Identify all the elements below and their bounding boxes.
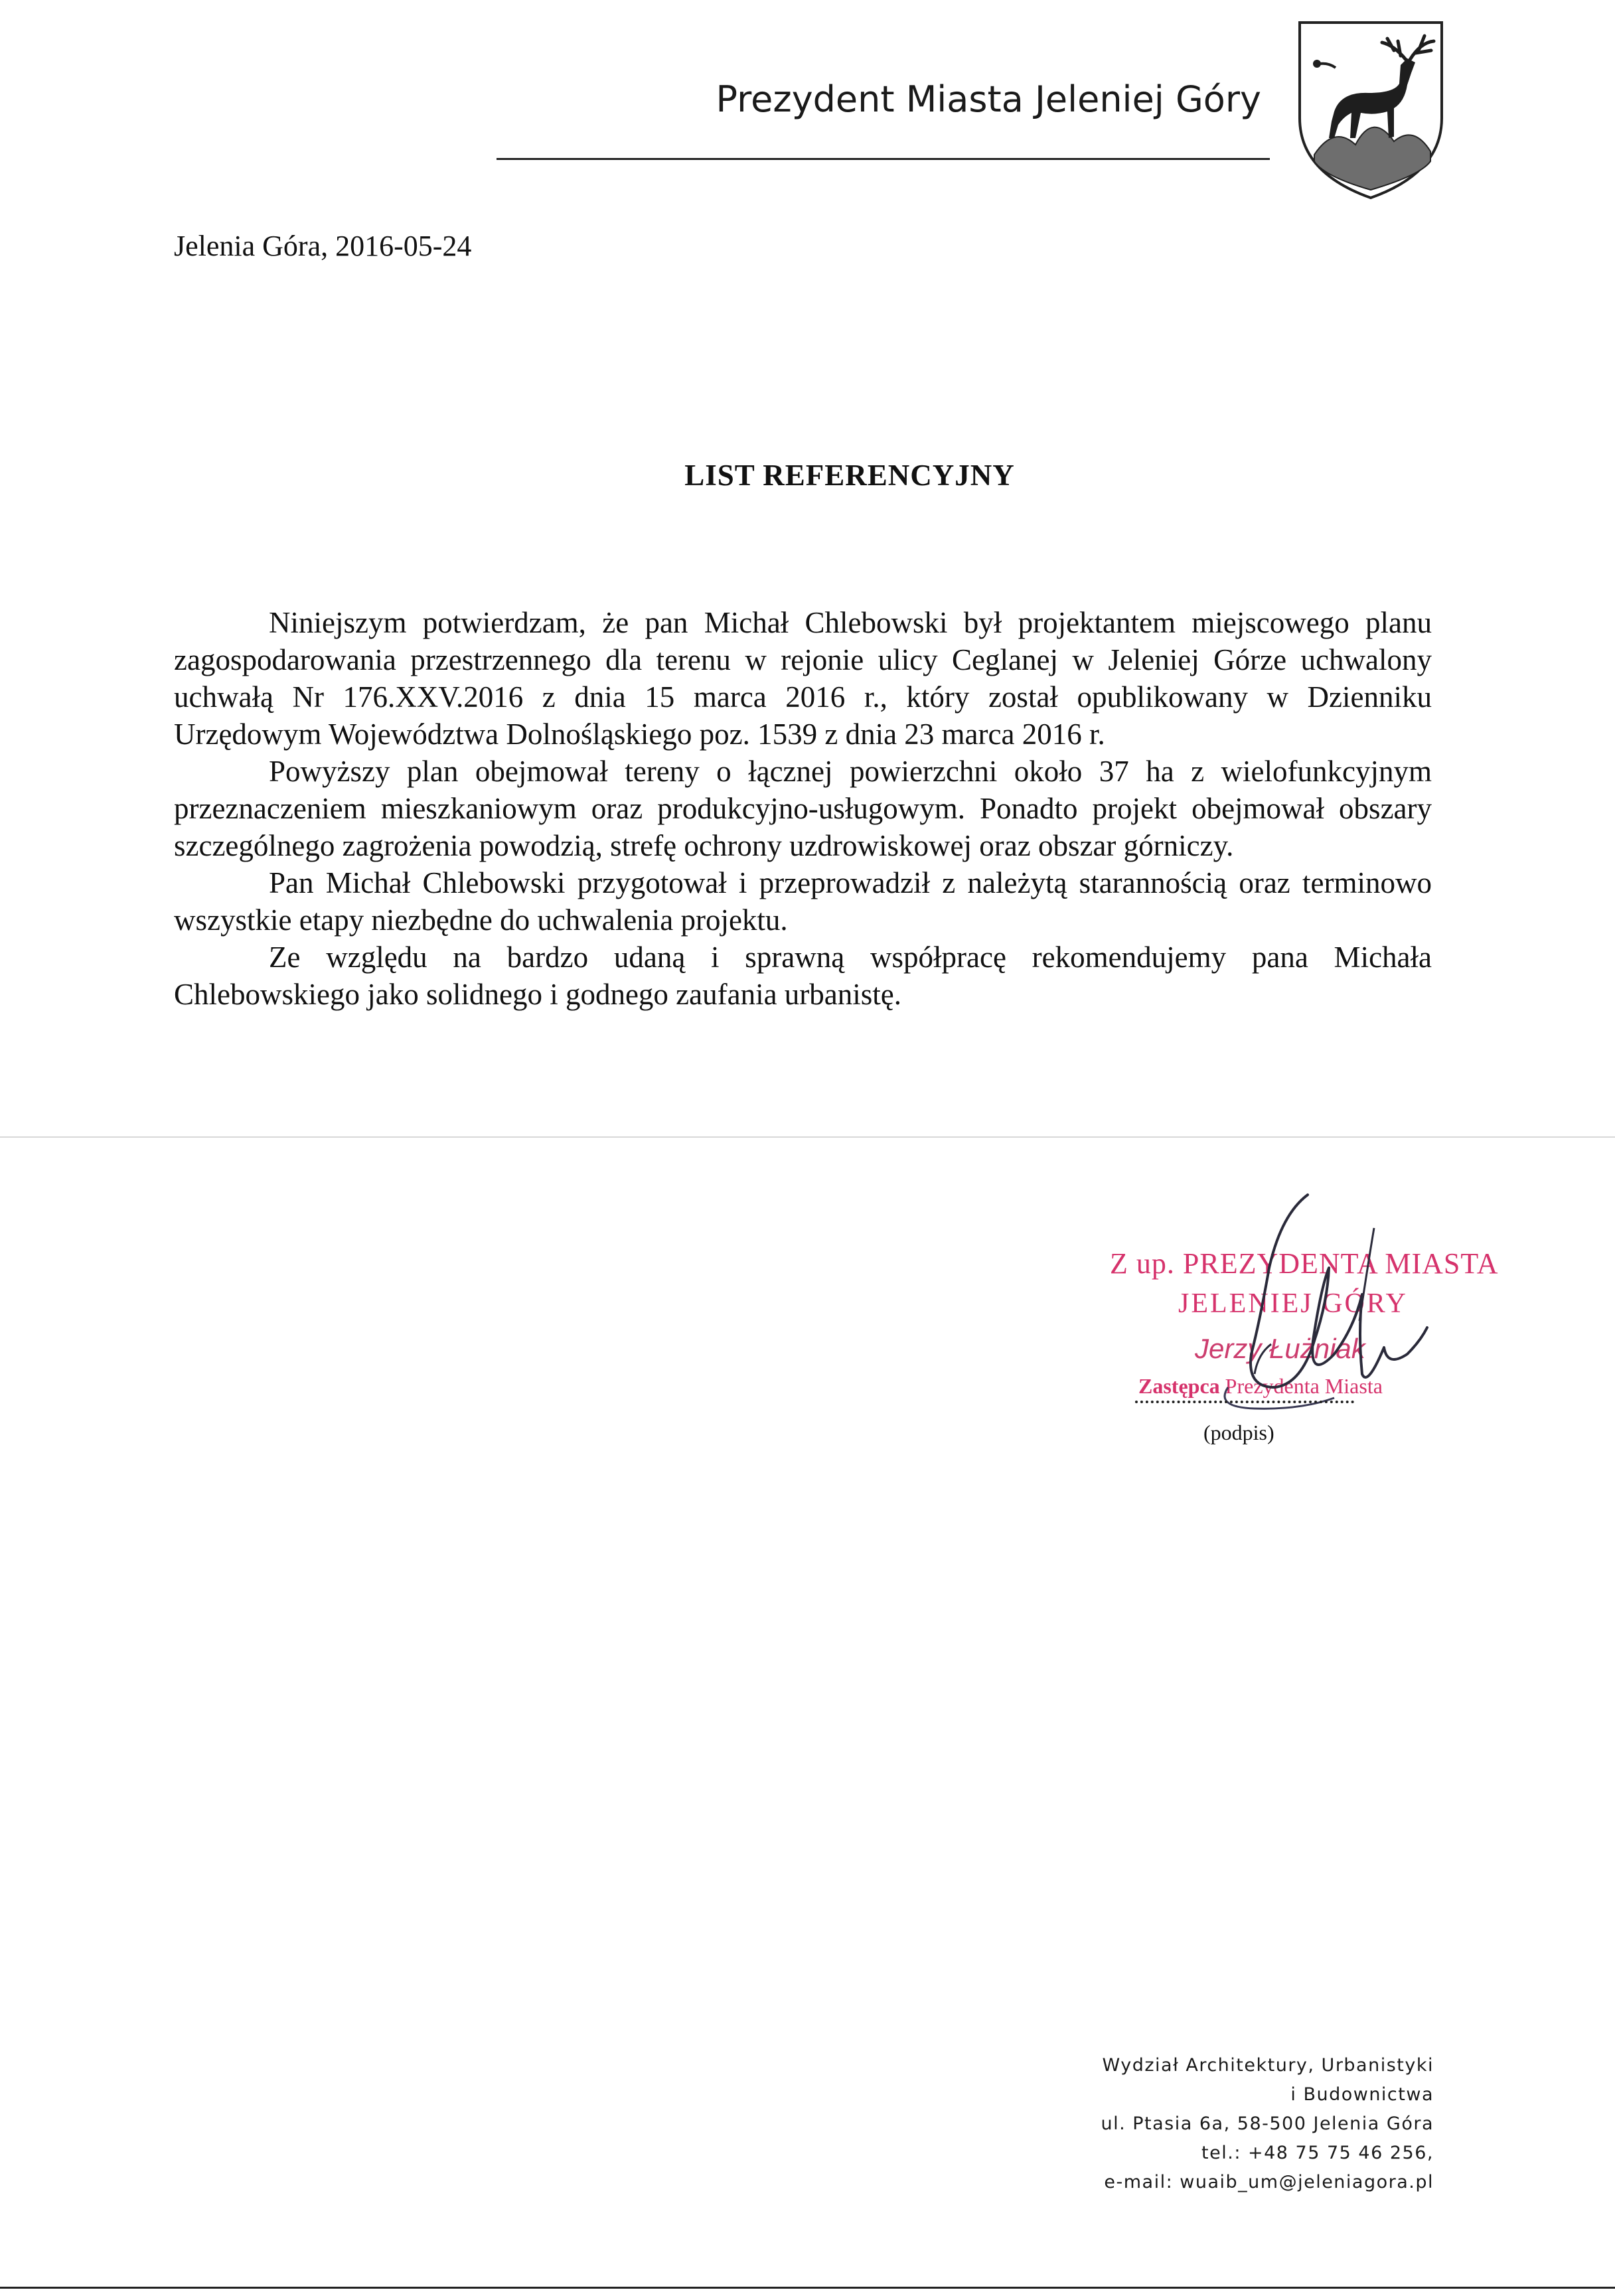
handwritten-signature — [1115, 1188, 1487, 1467]
stamp-role-rest: Prezydenta Miasta — [1219, 1374, 1383, 1398]
department-address — [863, 2051, 1434, 2197]
address-line: i Budownictwa — [1290, 2084, 1434, 2105]
stamp-signatory-name: Jerzy Łużniak — [1195, 1333, 1365, 1364]
issuer-title: Prezydent Miasta Jeleniej Góry — [716, 78, 1261, 120]
letter-body — [174, 604, 1432, 1013]
body-paragraph: Powyższy plan obejmował tereny o łącznej powierzchni około 37 ha z wielofunkcyjnym przeznaczeniem mieszkaniowym oraz produkcyjno-usługowym. Ponadto projekt obejmował obszary szczególnego zagrożenia powodzią, strefę ochrony uzdrowiskowej oraz obszar górniczy. — [174, 755, 1432, 862]
address-line: tel.: +48 75 75 46 256, — [1201, 2143, 1434, 2163]
paper-fold-line — [0, 1136, 1615, 1138]
address-line: ul. Ptasia 6a, 58-500 Jelenia Góra — [1101, 2113, 1434, 2134]
signature-caption: (podpis) — [1203, 1420, 1274, 1444]
body-paragraph: Niniejszym potwierdzam, że pan Michał Chlebowski był projektantem miejscowego planu zagospodarowania przestrzennego dla terenu w rejonie ulicy Ceglanej w Jeleniej Górze uchwalony uchwałą Nr 176.XXV.2016 z dnia 15 marca 2016 r., który został opublikowany w Dzienniku Urzędowym Województwa Dolnośląskiego poz. 1539 z dnia 23 marca 2016 r. — [174, 606, 1432, 751]
bottom-rule — [0, 2287, 1615, 2289]
stamp-role-bold: Zastępca — [1138, 1374, 1220, 1398]
body-paragraph: Pan Michał Chlebowski przygotował i przeprowadził z należytą starannością oraz terminowo wszystkie etapy niezbędne do uchwalenia projektu. — [174, 866, 1432, 937]
stamp-authority-line: Z up. PREZYDENTA MIASTA — [1110, 1247, 1499, 1280]
header-rule — [497, 158, 1270, 160]
document-title: LIST REFERENCYJNY — [684, 459, 1015, 492]
place-date: Jelenia Góra, 2016-05-24 — [174, 230, 472, 262]
address-line: Wydział Architektury, Urbanistyki — [1102, 2055, 1434, 2076]
signature-dotted-line — [1135, 1401, 1354, 1403]
body-paragraph: Ze względu na bardzo udaną i sprawną współpracę rekomendujemy pana Michała Chlebowskiego jako solidnego i godnego zaufania urbanistę. — [174, 941, 1432, 1011]
address-line: e-mail: wuaib_um@jeleniagora.pl — [1104, 2172, 1434, 2192]
stamp-city-line: JELENIEJ GÓRY — [1178, 1288, 1408, 1319]
coat-of-arms-icon — [1294, 19, 1447, 201]
